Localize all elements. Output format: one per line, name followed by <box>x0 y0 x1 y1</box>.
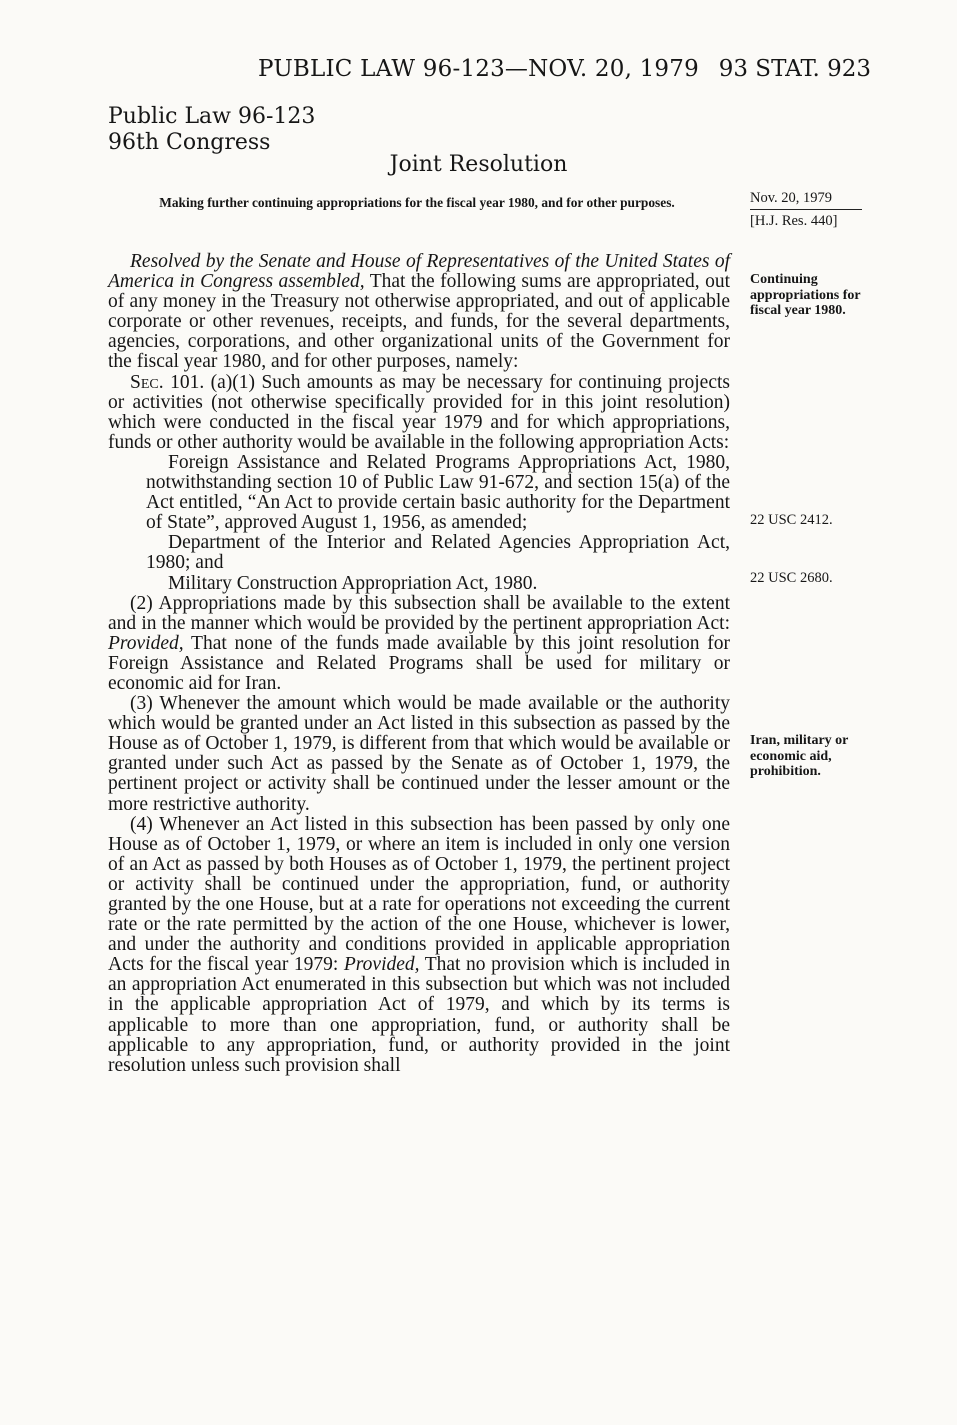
act-interior: Department of the Interior and Related Agencies Appropriation Act, 1980; and <box>146 532 730 574</box>
act-foreign-assistance: Foreign Assistance and Related Programs Appropriations Act, 1980, notwithstanding section 10 of Public Law 91-672, and section 15(a) of the Act entitled, “An Act to provide certain basic authority for the Department of State”, approved August 1, 1956, as amended; <box>146 451 730 534</box>
margin-cite-2412: 22 USC 2412. <box>750 512 833 528</box>
body-text <box>108 252 730 1076</box>
enacting-rest: That the following sums are appropriated, out of any money in the Treasury not otherwise appropriated, and out of applicable corporate or other revenues, receipts, and funds, for the several departments, agencies, corporations, and other organizational units of the Government for the fiscal year 1980, and for other purposes, namely: <box>108 271 730 373</box>
enactment-date: Nov. 20, 1979 <box>750 190 862 210</box>
paragraph-4 <box>108 815 730 1076</box>
enacting-italic: Resolved by the Senate and House of Representatives of the United States of America in Congress assembled, <box>108 251 730 293</box>
margin-date-block <box>750 190 866 230</box>
paragraph-2-provided: Provided, <box>108 632 184 654</box>
paragraph-2-text-b: That none of the funds made available by this joint resolution for Foreign Assistance and Related Programs shall be used for military or economic aid for Iran. <box>108 632 730 694</box>
margin-note-iran: Iran, military or economic aid, prohibition. <box>750 733 849 779</box>
section-101 <box>108 373 730 453</box>
stat-citation: 93 STAT. 923 <box>718 56 871 82</box>
section-101-text: 101. (a)(1) Such amounts as may be necessary for continuing projects or activities (not otherwise specifically provided for in this joint resolution) which were conducted in the fiscal year 1979 and for which appropriations, funds or other authority would be available in the following appropriation Acts: <box>108 371 730 453</box>
running-head <box>0 52 957 86</box>
paragraph-4-text-b: That no provision which is included in an appropriation Act enumerated in this subsection but which was not included in the applicable appropriation Act of 1979, and which by its terms is applicable to more than one appropriation, fund, or authority shall be applicable to any appropriation, fund, or authority provided in the joint resolution unless such provision shall <box>108 954 730 1076</box>
purpose-statement: Making further continuing appropriations for the fiscal year 1980, and for other purposes. <box>159 195 675 210</box>
bill-number: [H.J. Res. 440] <box>750 213 838 229</box>
act-military-construction: Military Construction Appropriation Act, 1980. <box>168 572 538 594</box>
document-type: Joint Resolution <box>389 152 568 177</box>
running-head-title: PUBLIC LAW 96-123—NOV. 20, 1979 <box>258 56 699 82</box>
paragraph-2-text-a: (2) Appropriations made by this subsection shall be available to the extent and in the manner which would be provided by the pertinent appropriation Act: <box>108 592 730 634</box>
paragraph-4-provided: Provided, <box>343 954 420 976</box>
section-label: Sec. <box>130 371 164 393</box>
paragraph-2 <box>108 594 730 694</box>
enacting-clause <box>108 252 730 373</box>
congress-number: 96th Congress <box>108 130 271 155</box>
public-law-number: Public Law 96-123 <box>108 104 316 129</box>
margin-note-continuing: Continuing appropriations for fiscal year 1980. <box>750 272 861 318</box>
paragraph-4-text-a: (4) Whenever an Act listed in this subsection has been passed by only one House as of October 1, 1979, or where an item is included in only one version of an Act as passed by both Houses as of October 1, 1979, the pertinent project or activity shall be continued under the appropriation, fund, or authority granted by the one House, but at a rate for operations not exceeding the current rate or the rate permitted by the action of the one House, whichever is lower, and under the authority and conditions provided in applicable appropriation Acts for the fiscal year 1979: <box>108 813 730 976</box>
paragraph-3: (3) Whenever the amount which would be made available or the authority which would be granted under an Act listed in this subsection as passed by the House as of October 1, 1979, is different from that which would be available or granted under such Act as passed by the Senate as of October 1, 1979, the pertinent project or activity shall be continued under the lesser amount or the more restrictive authority. <box>108 693 730 815</box>
margin-cite-2680: 22 USC 2680. <box>750 570 833 586</box>
